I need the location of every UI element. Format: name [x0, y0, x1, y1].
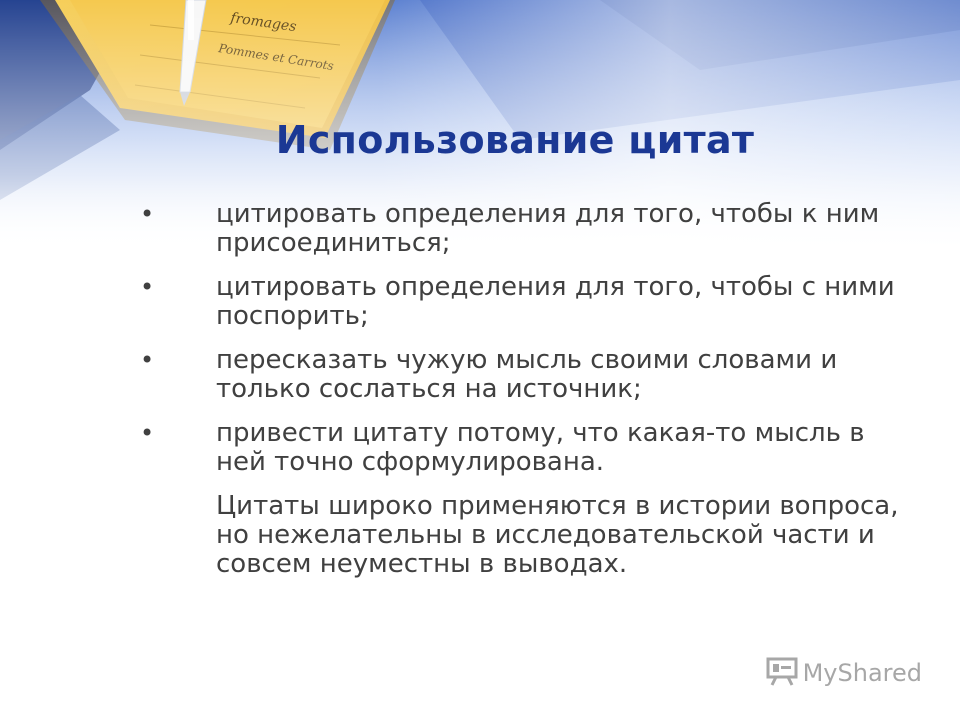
list-item — [140, 419, 920, 477]
list-item-text: цитировать определения для того, чтобы к ним присоединиться; — [216, 199, 880, 258]
list-item — [140, 200, 920, 258]
bullet-icon: • — [140, 200, 155, 228]
list-item-text: привести цитату потому, что какая-то мысль в ней точно сформулирована. — [216, 418, 865, 477]
bullet-icon: • — [140, 419, 155, 447]
bullet-icon: • — [140, 273, 155, 301]
bullet-list — [140, 200, 920, 579]
list-item — [140, 273, 920, 331]
slide-title: Использование цитат — [275, 118, 755, 162]
presentation-board-icon — [765, 656, 799, 690]
bullet-icon: • — [140, 346, 155, 374]
list-item-text: пересказать чужую мысль своими словами и только сослаться на источник; — [216, 345, 838, 404]
list-item — [140, 346, 920, 404]
list-item-text: цитировать определения для того, чтобы с ними поспорить; — [216, 272, 895, 331]
myshared-logo — [765, 656, 922, 690]
summary-note: Цитаты широко применяются в истории вопроса, но нежелательны в исследовательской части и совсем неуместны в выводах. — [216, 491, 899, 579]
logo-text: MyShared — [802, 659, 922, 687]
